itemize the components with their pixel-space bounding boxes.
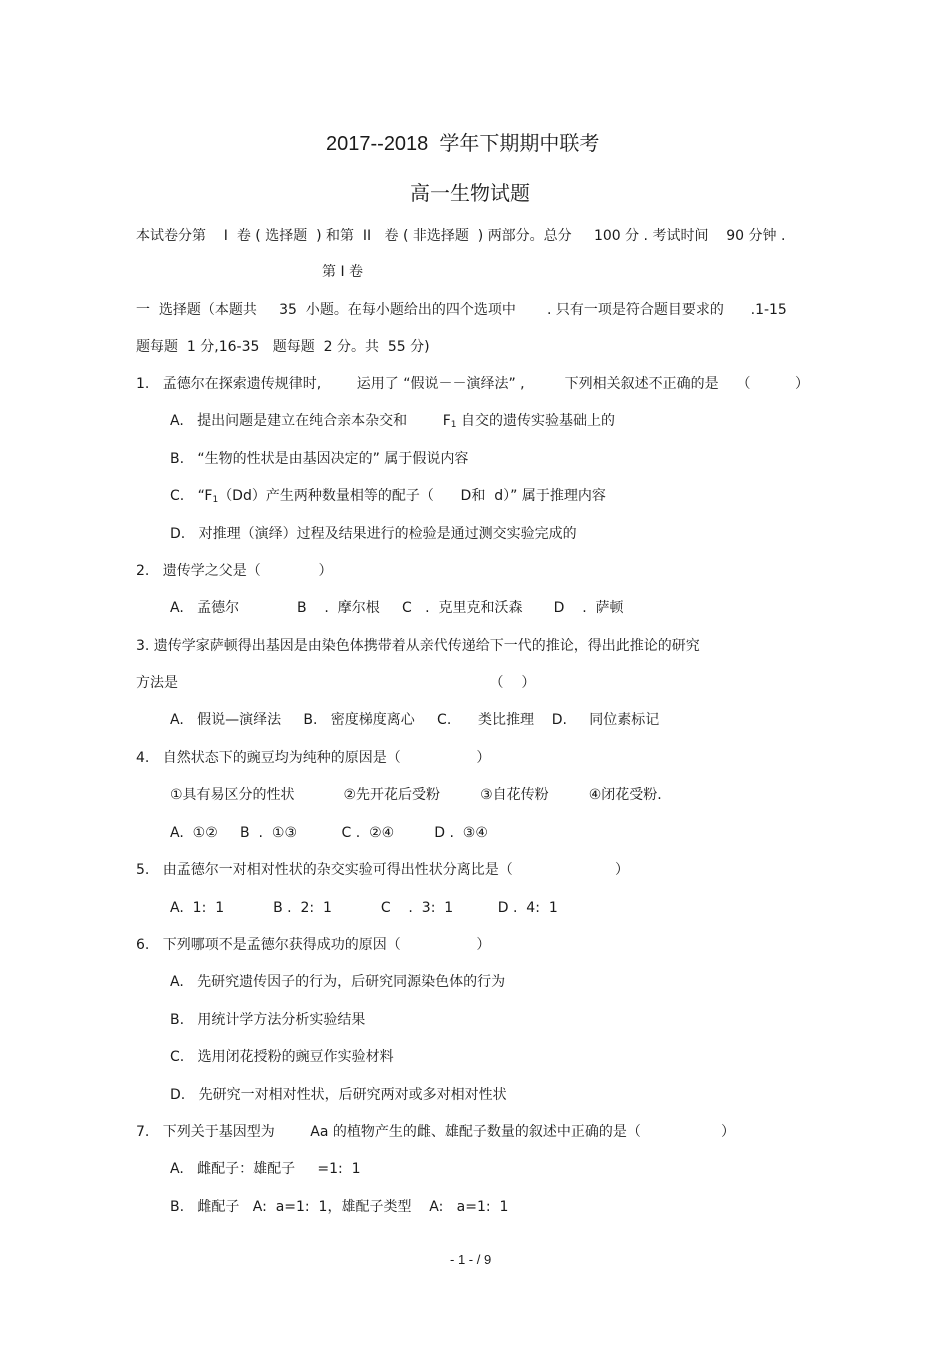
question-6-option-d: D. 先研究一对相对性状，后研究两对或多对相对性状 [170, 1087, 507, 1103]
question-1-option-c: C. “$F_1(Dd)$产生两种数量相等的配子（ D和 d）” 属于推理内容 [170, 488, 606, 505]
question-4-options: A. ①② B . ①③ C . ②④ D . ③④ [170, 825, 488, 841]
section-instructions-line1: 一 选择题（本题共 35 小题。在每小题给出的四个选项中 . 只有一项是符合题目要求的 .1-15 [136, 302, 787, 318]
question-4-items: ①具有易区分的性状 ②先开花后受粉 ③自花传粉 ④闭花受粉. [170, 787, 662, 803]
question-2-options: A. 孟德尔 B . 摩尔根 C . 克里克和沃森 D . 萨顿 [170, 600, 624, 616]
question-1-stem: 1. 孟德尔在探索遗传规律时, 运用了 “假说－－演绎法” , 下列相关叙述不正确的是 （ ） [136, 376, 809, 392]
exam-title: 2017--2018 学年下期期中联考 [326, 133, 600, 155]
exam-subtitle: 高一生物试题 [410, 181, 530, 205]
question-1-option-d: D. 对推理（演绎）过程及结果进行的检验是通过测交实验完成的 [170, 526, 577, 542]
question-5-options: A. 1: 1 B . 2: 1 C . 3: 1 D . 4: 1 [170, 900, 558, 916]
question-3-stem-line1: 3. 遗传学家萨顿得出基因是由染色体携带着从亲代传递给下一代的推论，得出此推论的研究 [136, 638, 700, 654]
question-4-stem: 4. 自然状态下的豌豆均为纯种的原因是（ ） [136, 750, 491, 766]
question-1-option-b: B. “生物的性状是由基因决定的” 属于假说内容 [170, 451, 469, 467]
exam-intro: 本试卷分第 I 卷 ( 选择题 ) 和第 II 卷 ( 非选择题 ) 两部分。总分 100 分 . 考试时间 90 分钟 . [136, 228, 786, 244]
question-7-stem: 7. 下列关于基因型为 Aa 的植物产生的雌、雄配子数量的叙述中正确的是（ ） [136, 1124, 736, 1140]
section-instructions-line2: 题每题 1 分,16-35 题每题 2 分。共 55 分) [136, 339, 430, 355]
question-6-option-b: B. 用统计学方法分析实验结果 [170, 1012, 366, 1028]
question-6-option-c: C. 选用闭花授粉的豌豆作实验材料 [170, 1049, 394, 1065]
question-5-stem: 5. 由孟德尔一对相对性状的杂交实验可得出性状分离比是（ ） [136, 862, 630, 878]
part-label: 第 I 卷 [322, 264, 364, 280]
question-1-option-a: A. 提出问题是建立在纯合亲本杂交和 $F_1$ 自交的遗传实验基础上的 [170, 413, 615, 430]
question-7-option-b: B. 雌配子 A: a=1: 1，雄配子类型 A: a=1: 1 [170, 1199, 509, 1215]
question-2-stem: 2. 遗传学之父是（ ） [136, 563, 333, 579]
question-7-option-a: A. 雌配子：雄配子 =1: 1 [170, 1161, 361, 1177]
question-3-stem-line2: 方法是 （ ） [136, 675, 536, 691]
question-6-stem: 6. 下列哪项不是孟德尔获得成功的原因（ ） [136, 937, 491, 953]
question-3-options: A. 假说—演绎法 B. 密度梯度离心 C. 类比推理 D. 同位素标记 [170, 712, 660, 728]
question-6-option-a: A. 先研究遗传因子的行为，后研究同源染色体的行为 [170, 974, 506, 990]
page-number: - 1 - / 9 [450, 1252, 492, 1267]
